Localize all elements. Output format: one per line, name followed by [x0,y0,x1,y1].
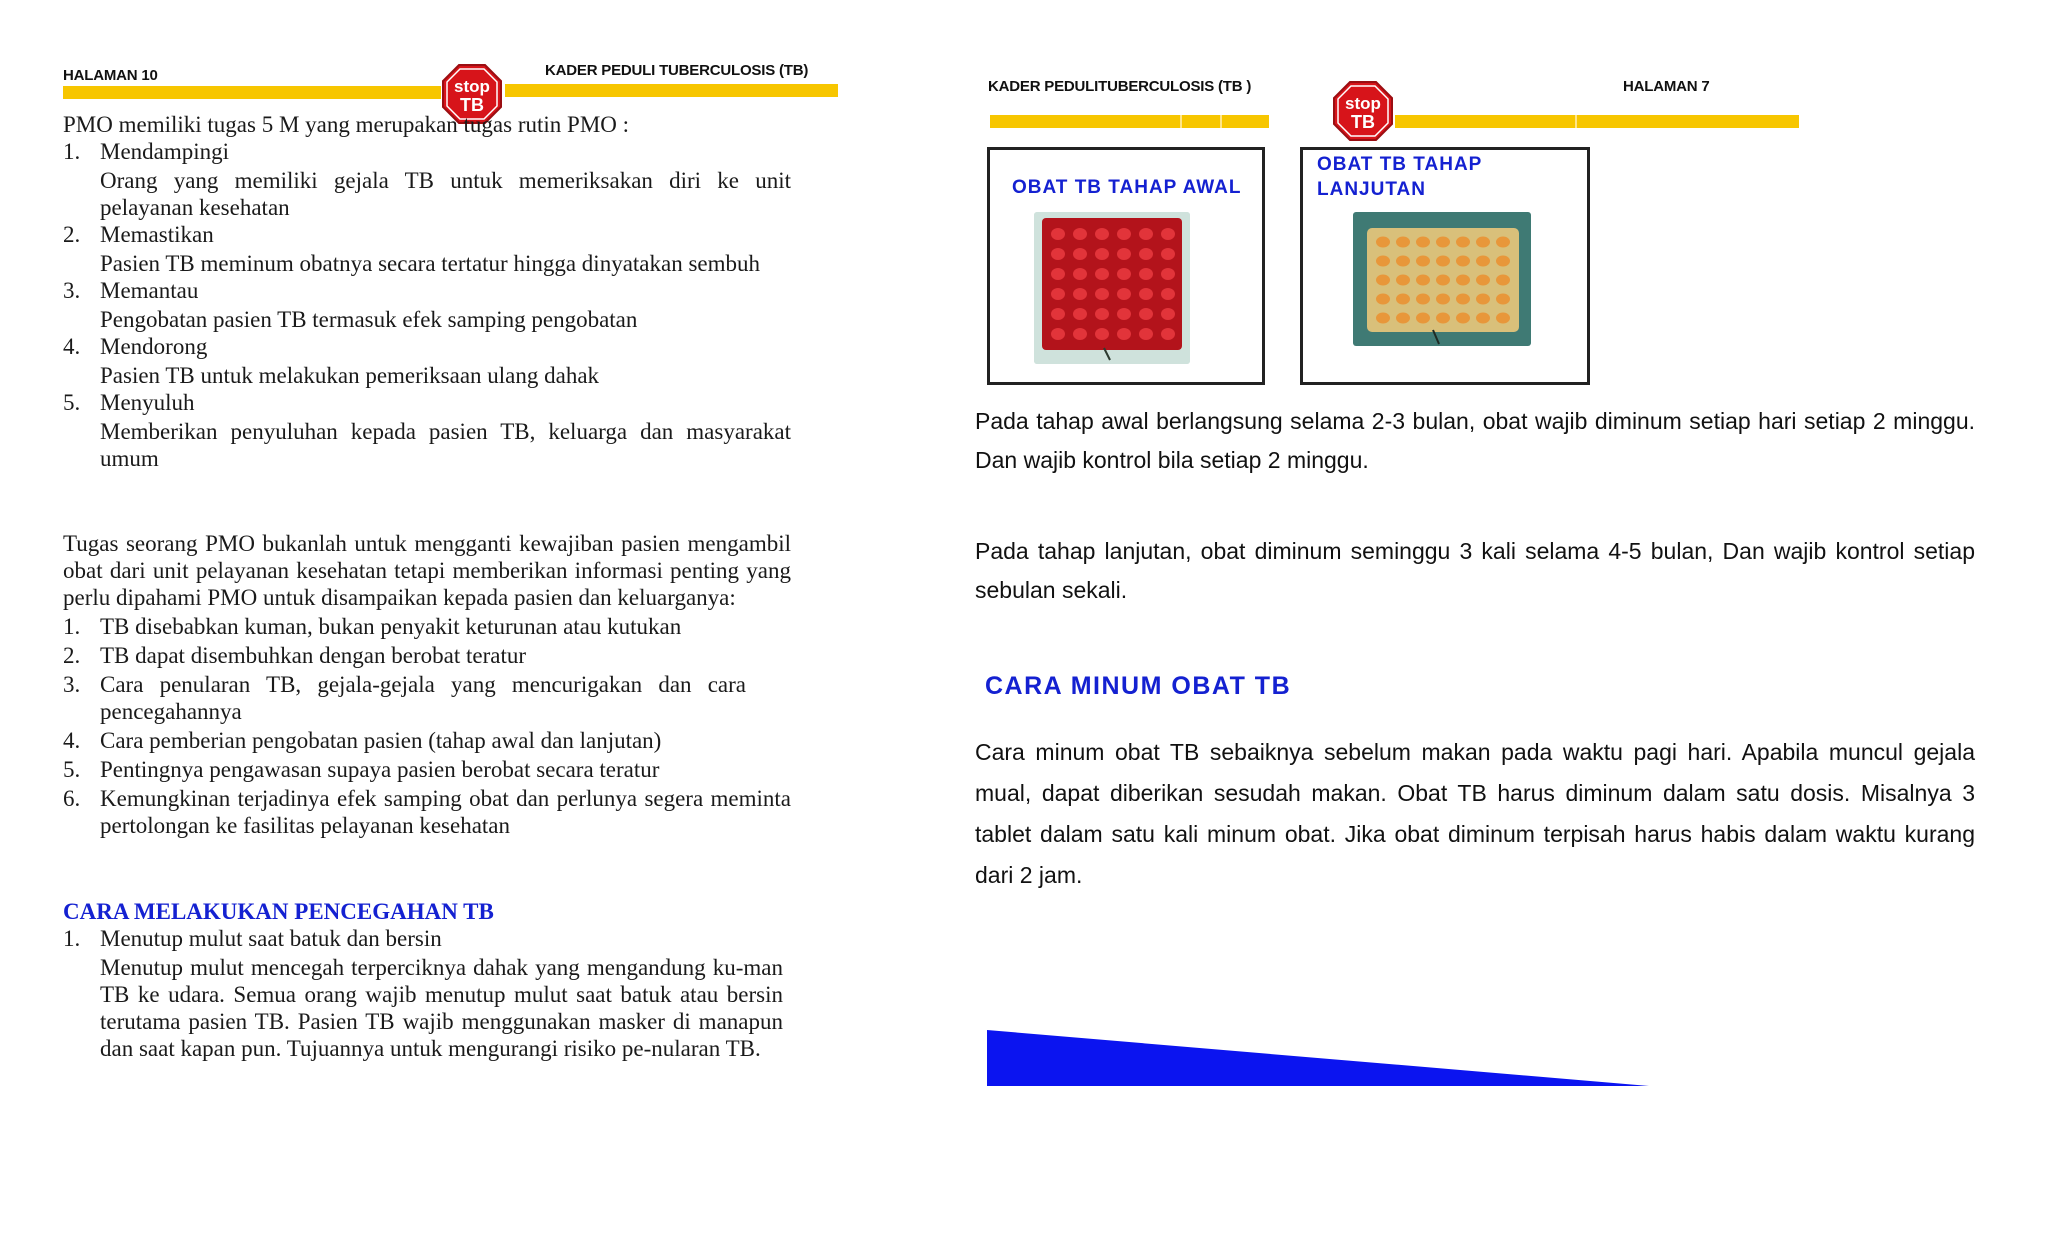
orange-pill [1476,275,1490,286]
orange-pill [1476,237,1490,248]
orange-pill [1396,237,1410,248]
header-bar-right [505,84,838,97]
red-pill [1095,308,1109,320]
red-pill [1051,248,1065,260]
red-pill [1117,328,1131,340]
stop-logo-word: stop [1345,94,1381,113]
red-pill [1117,308,1131,320]
red-pill [1139,288,1153,300]
orange-pill [1436,313,1450,324]
orange-pill [1456,294,1470,305]
stop-logo-word: stop [454,77,490,96]
header-bar-right [1395,115,1799,128]
header-title-right: KADER PEDULITUBERCULOSIS (TB ) [988,78,1252,95]
orange-pill [1436,294,1450,305]
orange-pill [1456,313,1470,324]
orange-pill [1456,237,1470,248]
orange-pill [1476,294,1490,305]
red-pill [1051,308,1065,320]
advanced-phase-title: OBAT TB TAHAP LANJUTAN [1317,154,1482,200]
orange-pill [1416,275,1430,286]
list-item: 5. Menyuluh Memberikan penyuluhan kepada pasien TB, keluarga dan masyarakat umum [63,390,791,471]
red-pill [1051,328,1065,340]
orange-pill [1496,275,1510,286]
orange-pill [1456,256,1470,267]
advanced-phase-text: Pada tahap lanjutan, obat diminum seminggu 3 kali selama 4-5 bulan, Dan wajib kontrol setiap sebulan sekali. [975,538,1975,603]
initial-phase-box [987,147,1265,385]
list-item: 1. TB disebabkan kuman, bukan penyakit keturunan atau kutukan [63,614,682,639]
orange-pill [1416,313,1430,324]
orange-pill [1396,256,1410,267]
orange-pill [1496,256,1510,267]
red-pill [1095,288,1109,300]
prevention-heading: CARA MELAKUKAN PENCEGAHAN TB [63,899,494,924]
red-pill [1095,268,1109,280]
orange-pill [1436,256,1450,267]
red-pill [1073,288,1087,300]
list-item: 2. Memastikan Pasien TB meminum obatnya secara tertatur hingga dinyatakan sembuh [63,222,761,276]
list-item: 1. Menutup mulut saat batuk dan bersin Menutup mulut mencegah terperciknya dahak yang mengandung ku-man TB ke udara. Semua orang wajib menutup mulut saat batuk atau bersin terutama pasien TB. Pasien TB wajib menggunakan masker di manapun dan saat kapan pun. Tujuannya untuk mengurangi risiko pe-nularan TB. [63,926,783,1061]
red-pill [1051,288,1065,300]
red-pill [1161,288,1175,300]
stop-logo-tb: TB [460,95,484,115]
list-item: 4. Cara pemberian pengobatan pasien (tahap awal dan lanjutan) [63,728,662,753]
orange-pill [1416,256,1430,267]
orange-pill-pack-image [1353,212,1531,346]
red-pill [1073,228,1087,240]
list-item: 3. Memantau Pengobatan pasien TB termasuk efek samping pengobatan [63,278,638,332]
orange-pill [1376,294,1390,305]
orange-pill [1376,237,1390,248]
section-heading: CARA MINUM OBAT TB [985,672,1292,700]
orange-pill [1436,275,1450,286]
orange-pill [1396,313,1410,324]
orange-pill [1376,313,1390,324]
red-pill [1139,308,1153,320]
orange-pill [1456,275,1470,286]
red-pill [1117,228,1131,240]
red-pill [1161,228,1175,240]
red-pill [1073,328,1087,340]
page-number-left: HALAMAN 10 [63,67,158,84]
orange-pill [1376,275,1390,286]
orange-pill [1496,313,1510,324]
red-pill [1139,248,1153,260]
list-item: 6. Kemungkinan terjadinya efek samping obat dan perlunya segera meminta pertolongan ke fasilitas pelayanan kesehatan [63,786,791,838]
red-pill-pack-image [1034,212,1190,364]
red-pill [1073,268,1087,280]
red-pill [1073,308,1087,320]
header-title-left: KADER PEDULI TUBERCULOSIS (TB) [545,62,809,79]
pmo-intro: PMO memiliki tugas 5 M yang merupakan tugas rutin PMO : [63,112,630,137]
orange-pill [1476,313,1490,324]
red-pill [1161,328,1175,340]
red-pill [1073,248,1087,260]
list-item: 5. Pentingnya pengawasan supaya pasien berobat secara teratur [63,757,660,782]
red-pill [1139,328,1153,340]
stop-tb-logo-icon [1332,80,1394,142]
red-pill [1095,328,1109,340]
red-pill [1051,268,1065,280]
orange-pill [1496,237,1510,248]
list-item: 4. Mendorong Pasien TB untuk melakukan pemeriksaan ulang dahak [63,334,600,388]
orange-pill [1416,294,1430,305]
pmo-info-section [63,530,791,839]
orange-pill [1416,237,1430,248]
advanced-phase-box [1300,147,1590,385]
pmo-tasks-section [63,111,791,472]
left-page [0,0,975,1243]
red-pill [1095,248,1109,260]
initial-phase-title: OBAT TB TAHAP AWAL [1012,177,1242,198]
list-item: 1. Mendampingi Orang yang memiliki gejala TB untuk memeriksakan diri ke unit pelayanan kesehatan [63,139,791,220]
page-number-right: HALAMAN 7 [1623,78,1710,95]
red-pill [1139,228,1153,240]
orange-pill [1396,275,1410,286]
orange-pill [1476,256,1490,267]
section-text: Cara minum obat TB sebaiknya sebelum makan pada waktu pagi hari. Apabila muncul gejala mual, dapat diberikan sesudah makan. Obat TB harus diminum dalam satu dosis. Misalnya 3 tablet dalam satu kali minum obat. Jika obat diminum terpisah harus habis dalam waktu kurang dari 2 jam. [975,739,1975,888]
pmo-paragraph: Tugas seorang PMO bukanlah untuk mengganti kewajiban pasien mengambil obat dari unit pelayanan kesehatan tetapi memberikan informasi penting yang perlu dipahami PMO untuk disampaikan kepada pasien dan keluarganya: [63,531,791,610]
red-pill [1095,228,1109,240]
header-bar-left [63,86,441,99]
stop-logo-tb: TB [1351,112,1375,132]
red-pill [1161,308,1175,320]
orange-pill [1436,237,1450,248]
list-item: 2. TB dapat disembuhkan dengan berobat teratur [63,643,526,668]
right-page [975,0,2048,1243]
blue-wedge-decoration [987,1030,1649,1088]
red-pill [1117,288,1131,300]
list-item: 3. Cara penularan TB, gejala-gejala yang mencurigakan dan cara pencegahannya [63,672,746,724]
red-pill [1161,268,1175,280]
orange-pill [1376,256,1390,267]
red-pill [1051,228,1065,240]
header-bar-left [990,115,1269,128]
red-pill [1117,268,1131,280]
prevention-section [63,898,783,1062]
orange-pill [1496,294,1510,305]
red-pill [1139,268,1153,280]
initial-phase-text: Pada tahap awal berlangsung selama 2-3 bulan, obat wajib diminum setiap hari setiap 2 minggu. Dan wajib kontrol bila setiap 2 minggu. [975,408,1975,473]
orange-pill [1396,294,1410,305]
red-pill [1117,248,1131,260]
red-pill [1161,248,1175,260]
